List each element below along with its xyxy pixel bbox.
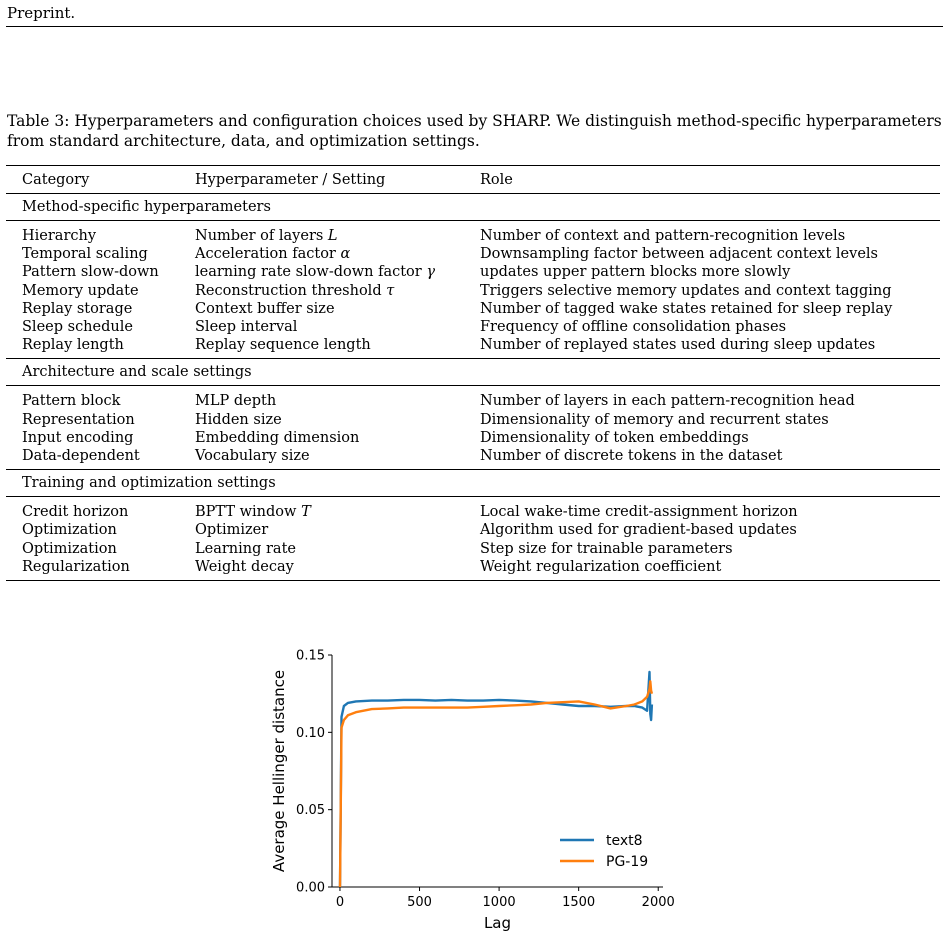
table-cell: Frequency of offline consolidation phases — [480, 319, 787, 336]
table-cell: Number of replayed states used during sleep updates — [480, 337, 876, 354]
table-cell: MLP depth — [195, 386, 480, 411]
section-title: Method-specific hyperparameters — [6, 194, 940, 221]
table-cell: Sleep schedule — [22, 319, 133, 336]
table-cell: Vocabulary size — [195, 448, 310, 465]
x-tick-label: 500 — [407, 895, 432, 910]
table-cell: learning rate slow-down factor γ — [195, 264, 435, 281]
table-cell: Optimization — [22, 540, 117, 557]
y-axis-label: Average Hellinger distance — [270, 669, 288, 873]
column-header: Category — [6, 166, 195, 194]
column-header: Role — [480, 166, 940, 194]
table-cell: Hierarchy — [6, 221, 195, 246]
table-cell: Input encoding — [22, 429, 134, 446]
table-cell: Replay sequence length — [195, 337, 371, 354]
y-tick-label: 0.10 — [296, 725, 325, 741]
table-cell: Memory update — [22, 282, 139, 299]
table-cell: Representation — [22, 411, 135, 428]
table-cell: Number of tagged wake states retained for sleep replay — [480, 300, 893, 317]
y-tick-label: 0.05 — [296, 803, 325, 819]
table-cell: Dimensionality of memory and recurrent states — [480, 411, 829, 428]
x-tick-label: 2000 — [641, 895, 675, 910]
table-cell: Data-dependent — [22, 448, 140, 465]
table-cell: Regularization — [6, 558, 195, 581]
table-cell: Local wake-time credit-assignment horizon — [480, 497, 940, 522]
table-cell: Pattern slow-down — [22, 264, 159, 281]
table-caption: Table 3: Hyperparameters and configuration choices used by SHARP. We distinguish method-specific hyperparameters from standard architecture, data, and optimization settings. — [7, 112, 942, 150]
table-cell: Reconstruction threshold τ — [195, 282, 395, 299]
table-cell: updates upper pattern blocks more slowly — [480, 264, 791, 281]
table-cell: Temporal scaling — [22, 246, 148, 263]
table-cell: Downsampling factor between adjacent context levels — [480, 246, 878, 263]
table-cell: Learning rate — [195, 540, 296, 557]
x-tick-label: 0 — [335, 895, 345, 910]
x-tick-label: 1000 — [482, 895, 516, 910]
table-cell: Algorithm used for gradient-based updates — [480, 522, 797, 539]
x-tick-label: 1500 — [562, 895, 596, 910]
table-cell: Number of layers L — [195, 221, 480, 246]
table-cell: Weight regularization coefficient — [480, 558, 940, 581]
y-tick-label: 0.00 — [296, 880, 325, 896]
table-cell: Weight decay — [195, 558, 480, 581]
table-cell: Embedding dimension — [195, 429, 360, 446]
section-title: Architecture and scale settings — [6, 359, 940, 386]
table-cell: Credit horizon — [6, 497, 195, 522]
table-cell: Number of discrete tokens in the dataset — [480, 448, 783, 465]
table-cell: Replay length — [22, 337, 124, 354]
column-header: Hyperparameter / Setting — [195, 166, 480, 194]
section-title: Training and optimization settings — [6, 470, 940, 497]
table-cell: Step size for trainable parameters — [480, 540, 733, 557]
y-tick-label: 0.15 — [296, 648, 325, 664]
table-cell: Number of context and pattern-recognition levels — [480, 221, 940, 246]
table-cell: Optimization — [22, 522, 117, 539]
table-cell: Replay storage — [22, 300, 133, 317]
table-cell: Sleep interval — [195, 319, 298, 336]
legend-label: PG-19 — [606, 854, 649, 870]
running-header: Preprint. — [7, 4, 76, 22]
table-cell: Dimensionality of token embeddings — [480, 429, 749, 446]
table-cell: BPTT window T — [195, 497, 480, 522]
table-cell: Pattern block — [6, 386, 195, 411]
table-cell: Optimizer — [195, 522, 269, 539]
x-axis-label: Lag — [483, 914, 512, 932]
table-cell: Context buffer size — [195, 300, 335, 317]
table-cell: Acceleration factor α — [195, 246, 351, 263]
legend-label: text8 — [606, 833, 643, 849]
table-cell: Triggers selective memory updates and context tagging — [480, 282, 892, 299]
table-cell: Number of layers in each pattern-recognition head — [480, 386, 940, 411]
table-cell: Hidden size — [195, 411, 282, 428]
